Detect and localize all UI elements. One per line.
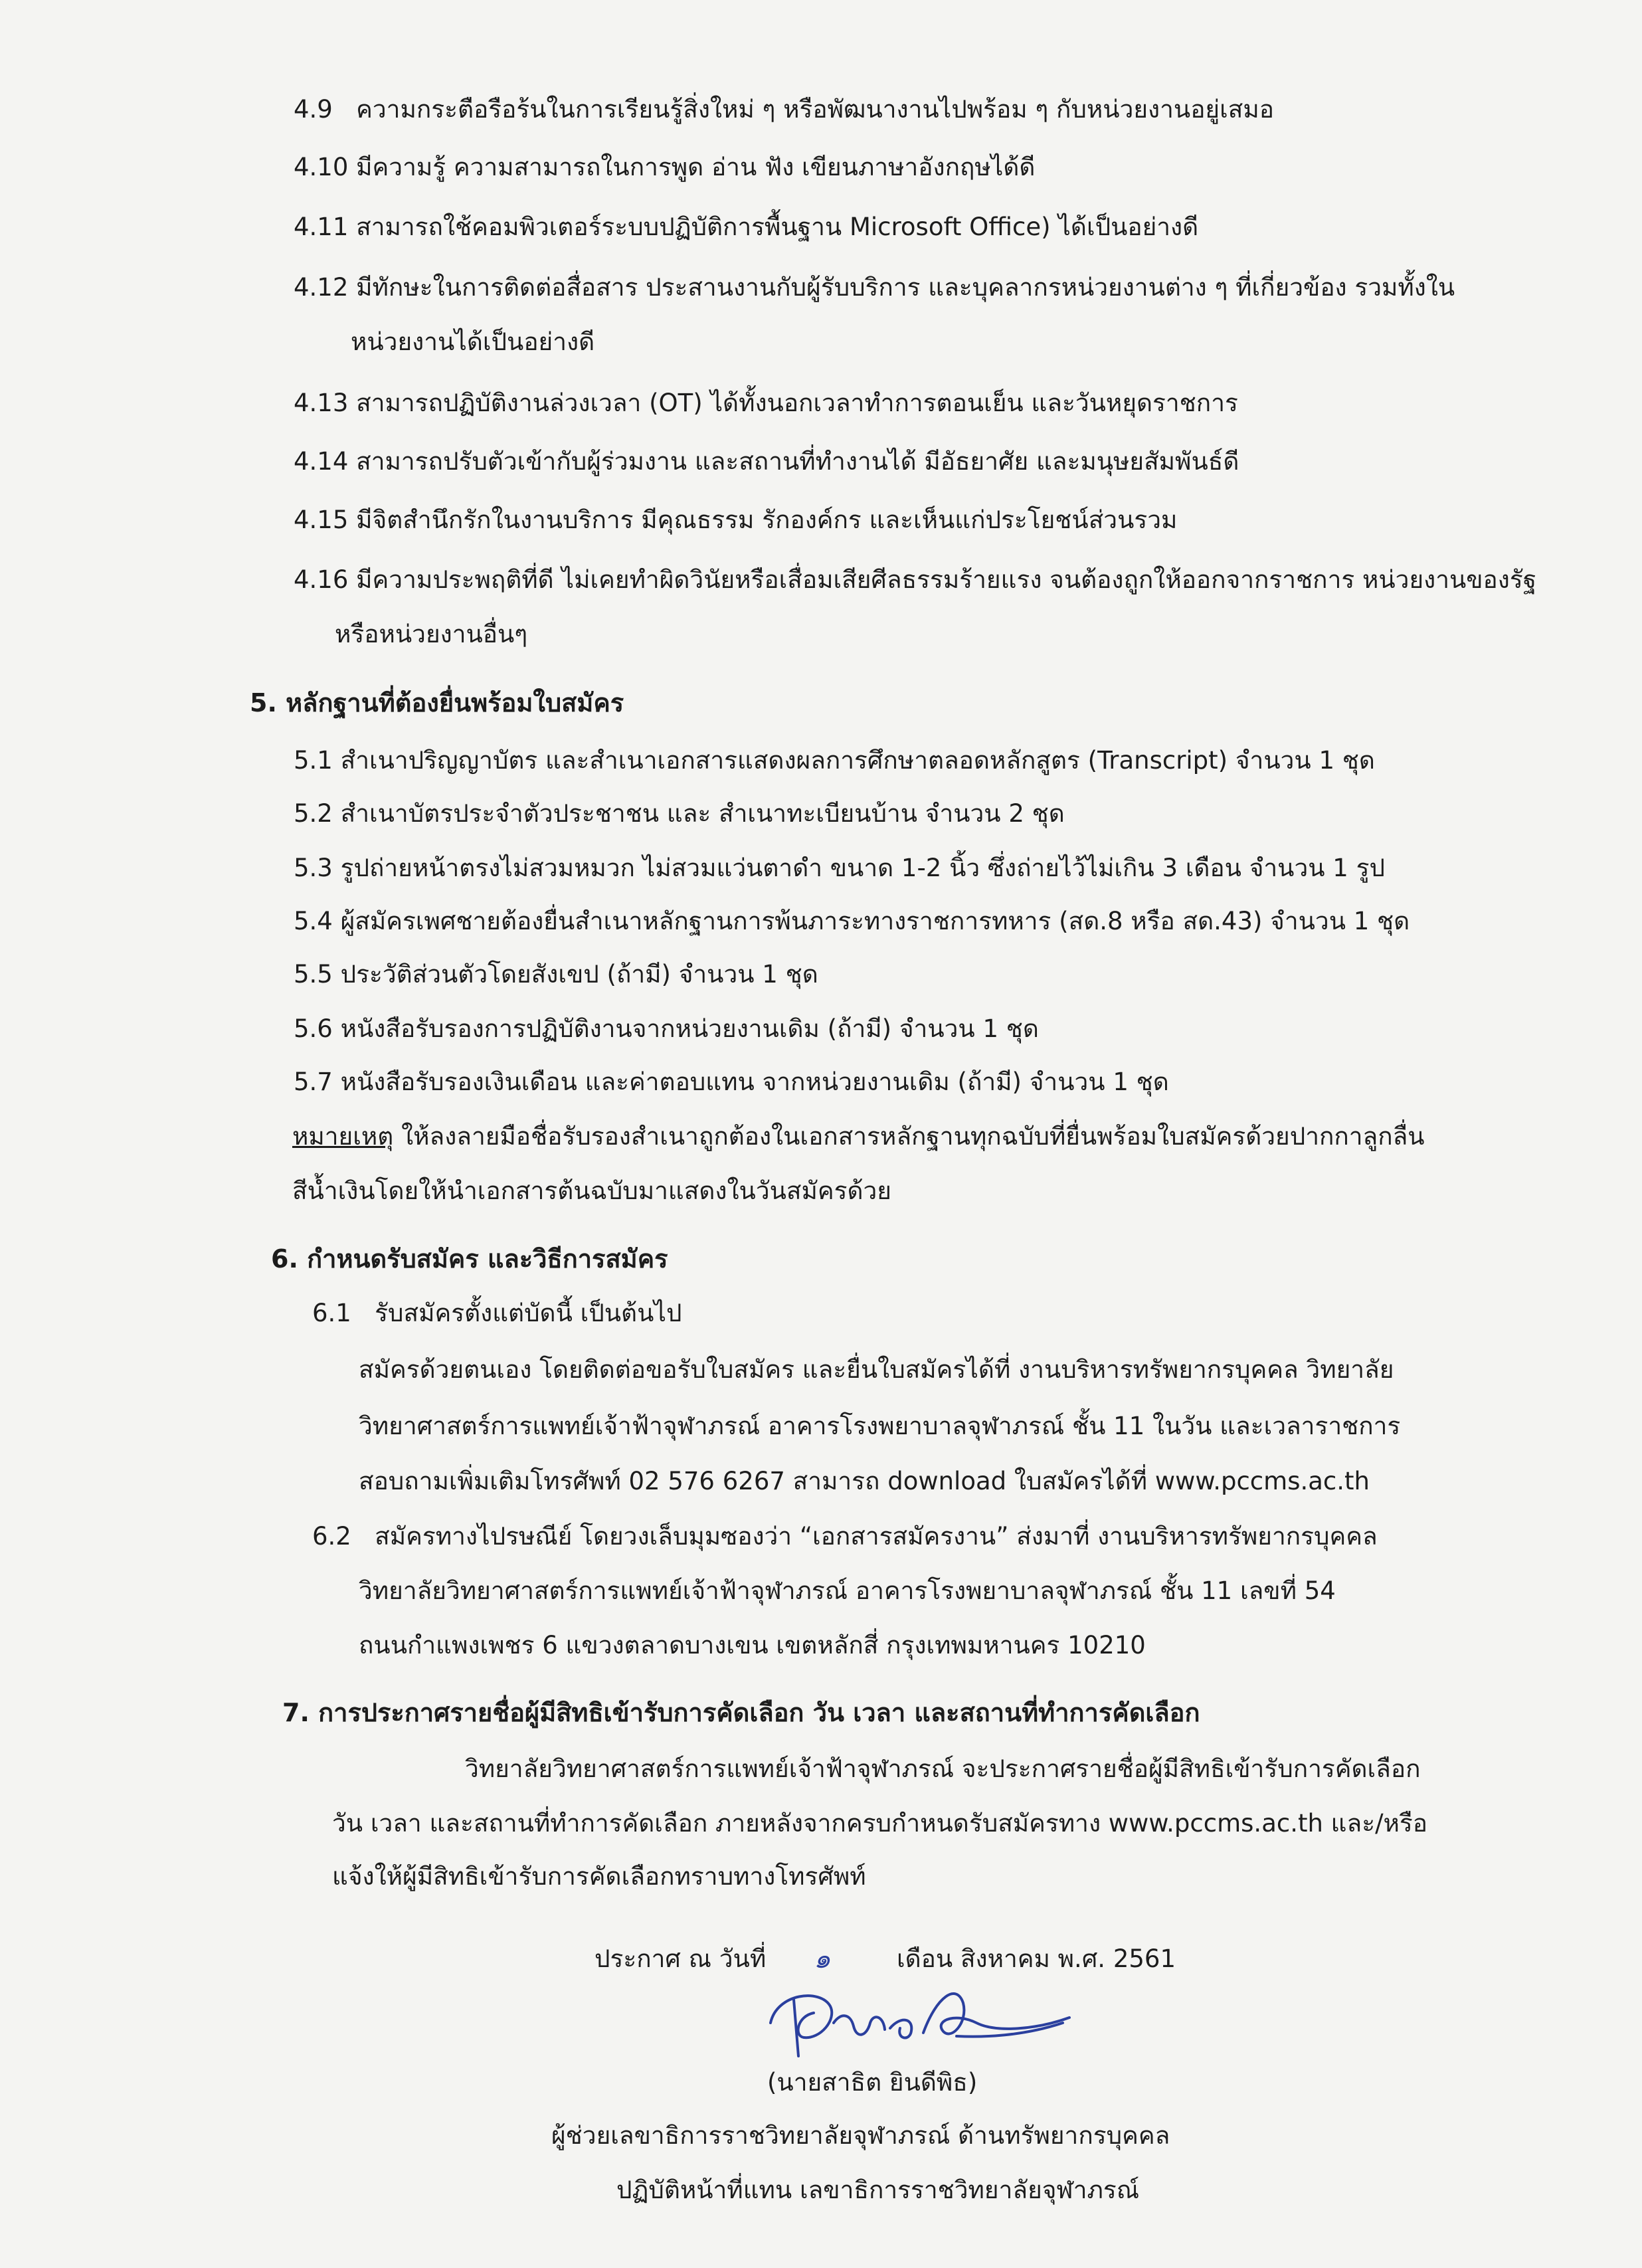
item-text: สำเนาปริญญาบัตร และสำเนาเอกสารแสดงผลการศึกษาตลอดหลักสูตร (Transcript) จำนวน 1 ชุด: [340, 746, 1375, 775]
announce-month-year: เดือน สิงหาคม พ.ศ. 2561: [897, 1944, 1176, 1973]
note-line: [292, 1120, 1425, 1153]
item-6-1: [312, 1297, 682, 1330]
item-text: มีความประพฤติที่ดี ไม่เคยทำผิดวินัยหรือเสื่อมเสียศีลธรรมร้ายแรง จนต้องถูกให้ออกจากราชการ หน่วยงานของรัฐ: [356, 565, 1537, 594]
item-number: 5.2: [294, 799, 333, 828]
item-text: มีทักษะในการติดต่อสื่อสาร ประสานงานกับผู้รับบริการ และบุคลากรหน่วยงานต่าง ๆ ที่เกี่ยวข้อง รวมทั้งใน: [356, 273, 1455, 302]
item-text: รูปถ่ายหน้าตรงไม่สวมหมวก ไม่สวมแว่นตาดำ ขนาด 1-2 นิ้ว ซึ่งถ่ายไว้ไม่เกิน 3 เดือน จำนวน 1 รูป: [340, 854, 1385, 882]
item-number: 5.5: [294, 960, 333, 989]
item-text: สำเนาบัตรประจำตัวประชาชน และ สำเนาทะเบียนบ้าน จำนวน 2 ชุด: [340, 799, 1065, 828]
item-4-10: [294, 151, 1035, 184]
item-4-12: [294, 271, 1455, 304]
item-number: 4.11: [294, 213, 349, 241]
item-number: 6.2: [312, 1522, 351, 1551]
item-6-2: [312, 1520, 1378, 1553]
item-4-13: [294, 387, 1238, 420]
handwritten-day: ๑: [814, 1944, 831, 1974]
item-number: 4.15: [294, 506, 349, 534]
item-number: 4.14: [294, 447, 349, 476]
item-6-1-line-3: สอบถามเพิ่มเติมโทรศัพท์ 02 576 6267 สามารถ download ใบสมัครได้ที่ www.pccms.ac.th: [359, 1467, 1370, 1495]
item-6-1-line-2: วิทยาศาสตร์การแพทย์เจ้าฟ้าจุฬาภรณ์ อาคารโรงพยาบาลจุฬาภรณ์ ชั้น 11 ในวัน และเวลาราชการ: [359, 1412, 1401, 1440]
item-4-15: [294, 504, 1177, 537]
note-label: หมายเหตุ: [292, 1122, 394, 1151]
item-number: 4.9: [294, 95, 333, 124]
item-number: 4.12: [294, 273, 349, 302]
item-text: รับสมัครตั้งแต่บัดนี้ เป็นต้นไป: [375, 1299, 682, 1327]
item-text: ประวัติส่วนตัวโดยสังเขป (ถ้ามี) จำนวน 1 ชุด: [340, 960, 818, 989]
item-4-11: [294, 211, 1198, 244]
signatory-position-2: ปฏิบัติหน้าที่แทน เลขาธิการราชวิทยาลัยจุฬาภรณ์: [616, 2176, 1140, 2204]
item-5-6: [294, 1012, 1039, 1046]
item-5-3: [294, 852, 1385, 885]
item-number: 4.13: [294, 389, 349, 417]
item-text: มีความรู้ ความสามารถในการพูด อ่าน ฟัง เขียนภาษาอังกฤษได้ดี: [356, 153, 1036, 181]
item-text: สามารถปฏิบัติงานล่วงเวลา (OT) ได้ทั้งนอกเวลาทำการตอนเย็น และวันหยุดราชการ: [356, 389, 1238, 417]
item-number: 4.16: [294, 565, 349, 594]
item-4-12-continued: หน่วยงานได้เป็นอย่างดี: [351, 328, 595, 356]
note-text: ให้ลงลายมือชื่อรับรองสำเนาถูกต้องในเอกสารหลักฐานทุกฉบับที่ยื่นพร้อมใบสมัครด้วยปากกาลูกลื่น: [393, 1122, 1425, 1151]
section-7-line-1: วิทยาลัยวิทยาศาสตร์การแพทย์เจ้าฟ้าจุฬาภรณ์ จะประกาศรายชื่อผู้มีสิทธิเข้ารับการคัดเลือก: [465, 1754, 1421, 1783]
item-6-2-line-2: ถนนกำแพงเพชร 6 แขวงตลาดบางเขน เขตหลักสี่ กรุงเทพมหานคร 10210: [359, 1631, 1146, 1659]
section-7-heading: 7. การประกาศรายชื่อผู้มีสิทธิเข้ารับการคัดเลือก วัน เวลา และสถานที่ทำการคัดเลือก: [282, 1698, 1200, 1727]
item-text: สมัครทางไปรษณีย์ โดยวงเล็บมุมซองว่า “เอกสารสมัครงาน” ส่งมาที่ งานบริหารทรัพยากรบุคคล: [375, 1522, 1378, 1551]
item-text: หนังสือรับรองเงินเดือน และค่าตอบแทน จากหน่วยงานเดิม (ถ้ามี) จำนวน 1 ชุด: [340, 1068, 1169, 1096]
signatory-name: (นายสาธิต ยินดีพิธ): [767, 2068, 978, 2097]
item-text: ความกระตือรือร้นในการเรียนรู้สิ่งใหม่ ๆ หรือพัฒนางานไปพร้อม ๆ กับหน่วยงานอยู่เสมอ: [356, 95, 1274, 124]
item-text: สามารถใช้คอมพิวเตอร์ระบบปฏิบัติการพื้นฐาน Microsoft Office) ได้เป็นอย่างดี: [356, 213, 1199, 241]
item-5-2: [294, 797, 1065, 830]
item-6-2-line-1: วิทยาลัยวิทยาศาสตร์การแพทย์เจ้าฟ้าจุฬาภรณ์ อาคารโรงพยาบาลจุฬาภรณ์ ชั้น 11 เลขที่ 54: [359, 1576, 1336, 1605]
section-7-line-2: วัน เวลา และสถานที่ทำการคัดเลือก ภายหลังจากครบกำหนดรับสมัครทาง www.pccms.ac.th และ/หรือ: [332, 1809, 1428, 1838]
item-number: 5.7: [294, 1068, 333, 1096]
item-text: มีจิตสำนึกรักในงานบริการ มีคุณธรรม รักองค์กร และเห็นแก่ประโยชน์ส่วนรวม: [356, 506, 1178, 534]
item-4-16-continued: หรือหน่วยงานอื่นๆ: [335, 620, 528, 648]
item-number: 5.4: [294, 907, 333, 935]
item-6-1-line-1: สมัครด้วยตนเอง โดยติดต่อขอรับใบสมัคร และยื่นใบสมัครได้ที่ งานบริหารทรัพยากรบุคคล วิทยาลัย: [359, 1355, 1394, 1384]
item-number: 5.1: [294, 746, 333, 775]
note-continued: สีน้ำเงินโดยให้นำเอกสารต้นฉบับมาแสดงในวันสมัครด้วย: [292, 1177, 891, 1205]
item-text: หนังสือรับรองการปฏิบัติงานจากหน่วยงานเดิม (ถ้ามี) จำนวน 1 ชุด: [340, 1014, 1039, 1043]
signatory-position-1: ผู้ช่วยเลขาธิการราชวิทยาลัยจุฬาภรณ์ ด้านทรัพยากรบุคคล: [551, 2121, 1170, 2150]
item-5-4: [294, 905, 1410, 938]
item-number: 5.3: [294, 854, 333, 882]
signature-scribble: [757, 1976, 1076, 2069]
item-4-16: [294, 563, 1536, 597]
item-text: สามารถปรับตัวเข้ากับผู้ร่วมงาน และสถานที่ทำงานได้ มีอัธยาศัย และมนุษยสัมพันธ์ดี: [356, 447, 1239, 476]
item-number: 5.6: [294, 1014, 333, 1043]
item-4-14: [294, 445, 1239, 478]
item-4-9: [294, 93, 1274, 126]
item-number: 4.10: [294, 153, 349, 181]
item-5-7: [294, 1066, 1169, 1099]
section-7-line-3: แจ้งให้ผู้มีสิทธิเข้ารับการคัดเลือกทราบทางโทรศัพท์: [332, 1862, 866, 1891]
item-5-5: [294, 958, 818, 991]
announce-date-prefix: ประกาศ ณ วันที่: [594, 1944, 767, 1973]
item-number: 6.1: [312, 1299, 351, 1327]
item-text: ผู้สมัครเพศชายต้องยื่นสำเนาหลักฐานการพ้นภาระทางราชการทหาร (สด.8 หรือ สด.43) จำนวน 1 ชุด: [340, 907, 1410, 935]
section-6-heading: 6. กำหนดรับสมัคร และวิธีการสมัคร: [271, 1244, 668, 1274]
item-5-1: [294, 744, 1375, 777]
section-5-heading: 5. หลักฐานที่ต้องยื่นพร้อมใบสมัคร: [250, 688, 624, 717]
